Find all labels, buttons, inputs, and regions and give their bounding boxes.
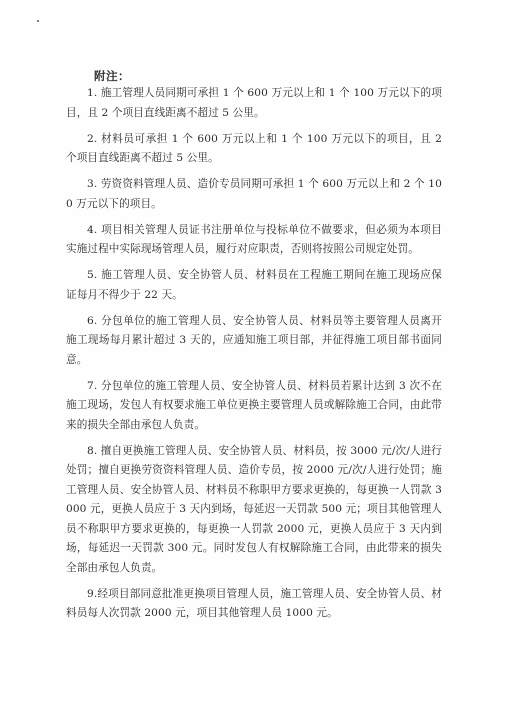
note-item-1: 1. 施工管理人员同期可承担 1 个 600 万元以上和 1 个 100 万元以下的项目，且 2 个项目直线距离不超过 5 公里。 — [66, 87, 442, 119]
note-item-4: 4. 项目相关管理人员证书注册单位与投标单位不做要求，但必须为本项目实施过程中实际现场管理人员，履行对应职责，否则将按照公司规定处罚。 — [66, 223, 442, 255]
note-item-3: 3. 劳资资料管理人员、造价专员同期可承担 1 个 600 万元以上和 2 个 100 万元以下的项目。 — [66, 178, 442, 210]
notes-heading: 附注： — [94, 69, 130, 83]
note-item-5: 5. 施工管理人员、安全协管人员、材料员在工程施工期间在施工现场应保证每月不得少于 22 天。 — [66, 269, 442, 301]
note-item-6: 6. 分包单位的施工管理人员、安全协管人员、材料员等主要管理人员离开施工现场每月累计超过 3 天的，应通知施工项目部，并征得施工项目部书面同意。 — [66, 314, 442, 366]
notes-list — [66, 84, 442, 630]
note-item-7: 7. 分包单位的施工管理人员、安全协管人员、材料员若累计达到 3 次不在施工现场，发包人有权要求施工单位更换主要管理人员或解除施工合同，由此带来的损失全部由承包人负责。 — [66, 379, 442, 431]
note-item-2: 2. 材料员可承担 1 个 600 万元以上和 1 个 100 万元以下的项目，且 2 个项目直线距离不超过 5 公里。 — [66, 132, 442, 164]
note-item-9: 9.经项目部同意批准更换项目管理人员，施工管理人员、安全协管人员、材料员每人次罚款 2000 元，项目其他管理人员 1000 元。 — [66, 587, 442, 619]
scan-speck — [37, 20, 39, 22]
note-item-8: 8. 擅自更换施工管理人员、安全协管人员、材料员，按 3000 元/次/人进行处罚；擅自更换劳资资料管理人员、造价专员，按 2000 元/次/人进行处罚；施工管理人员、安全协管人员、材料员不称职甲方要求更换的，每更换一人罚款 3000 元，更换人员应于 3 天内到场，每延迟一天罚款 500 元；项目其他管理人员不称职甲方要求更换的，每更换一人罚款 2000 元，更换人员应于 3 天内到场，每延迟一天罚款 300 元。同时发包人有权解除施工合同，由此带来的损失全部由承包人负责。 — [66, 444, 442, 574]
